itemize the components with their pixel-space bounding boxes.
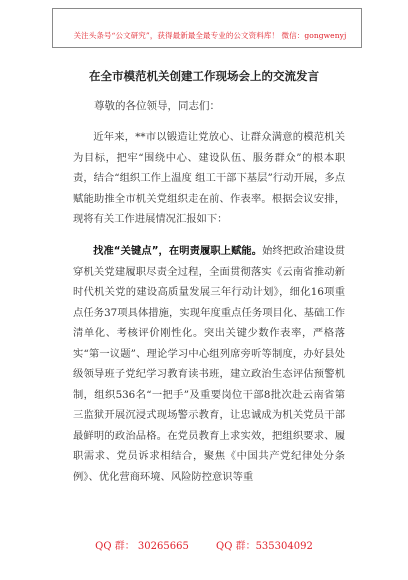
footer bbox=[0, 537, 408, 552]
paragraph-section-1 bbox=[73, 241, 345, 487]
paragraph-intro bbox=[73, 127, 345, 230]
header-banner bbox=[52, 8, 362, 48]
paragraph-intro-text: 近年来，**市以锻造让党放心、让群众满意的模范机关为目标，把牢“围绕中心、建设队伍、服务群众”的根本职责，结合“组织工作上温度 组工干部下基层”行动开展，多点赋能助推全市机关党组织走在前、作表率。根据会议安排，现将有关工作进展情况汇报如下： bbox=[73, 131, 345, 225]
section-1-heading: 找准“关键点”，在明责履职上赋能。 bbox=[93, 245, 263, 257]
document-title: 在全市模范机关创建工作现场会上的交流发言 bbox=[89, 69, 319, 83]
salutation: 尊敬的各位领导，同志们： bbox=[94, 100, 220, 112]
footer-qq-group-2: QQ 群：535304092 bbox=[216, 541, 313, 552]
section-1-body: 始终把政治建设贯穿机关党建履职尽责全过程，全面贯彻落实《云南省推动新时代机关党的建设高质量发展三年行动计划》，细化16项重点任务37项具体措施，实现年度重点任务项目化、基础工作清单化、考核评价刚性化。突出关键少数作表率，严格落实“第一议题”、理论学习中心组列席旁听等制度，办好县处级领导班子党纪学习教育读书班，建立政治生态评估预警机制，组织536名“一把手”及重要岗位干部8批次赴云南省第三监狱开展沉浸式现场警示教育，让忠诚成为机关党员干部最鲜明的政治品格。在党员教育上求实效，把组织要求、履职需求、党员诉求相结合，聚焦《中国共产党纪律处分条例》、优化营商环境、风险防控意识等重 bbox=[73, 245, 346, 483]
header-promo-text: 关注头条号“公文研究”，获得最新最全最专业的公文资料库！ 微信：gongwenyj bbox=[73, 31, 347, 40]
footer-qq-group-1: QQ 群： 30265665 bbox=[95, 541, 189, 552]
